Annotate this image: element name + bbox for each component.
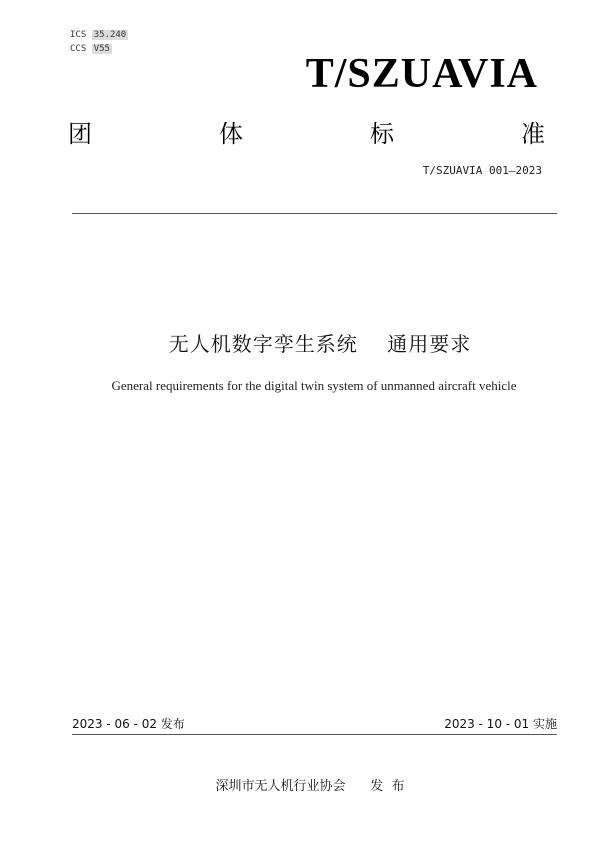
standard-number: T/SZUAVIA 001—2023 (422, 164, 542, 177)
ccs-label: CCS (70, 44, 87, 54)
effective-date: 2023 - 10 - 01 实施 (444, 717, 557, 731)
doc-type-char: 准 (521, 120, 545, 148)
doc-type-char: 团 (68, 120, 92, 148)
doc-type-char: 体 (219, 120, 243, 148)
ccs-code: V55 (93, 44, 110, 54)
document-title-english: General requirements for the digital twin system of unmanned aircraft vehicle (111, 378, 517, 393)
document-type (68, 114, 545, 146)
organization-code: T/SZUAVIA (305, 51, 538, 97)
footer-divider (72, 734, 557, 735)
document-title-chinese: 无人机数字孪生系统 通用要求 (168, 332, 472, 356)
ics-classification (70, 30, 128, 40)
ccs-classification (70, 44, 112, 54)
header-divider (72, 213, 557, 214)
ics-code: 35.240 (93, 30, 127, 40)
doc-type-char: 标 (370, 120, 394, 148)
ics-label: ICS (70, 30, 87, 40)
publish-date: 2023 - 06 - 02 发布 (72, 717, 185, 731)
issuing-organization: 深圳市无人机行业协会 发 布 (215, 779, 405, 794)
